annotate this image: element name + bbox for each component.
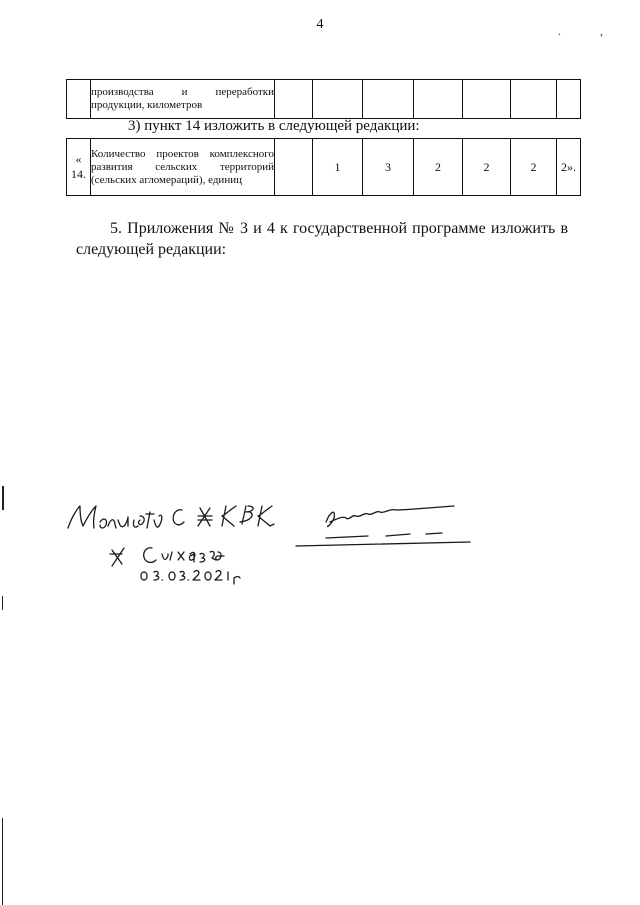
page-number: 4 [316, 17, 324, 32]
scan-margin-mark [2, 596, 3, 610]
scan-margin-mark [2, 486, 4, 510]
value-cell [275, 80, 313, 119]
value-cell [275, 139, 313, 196]
row-index: « 14. [67, 139, 91, 196]
item-5-paragraph: 5. Приложения № 3 и 4 к государственной программе изложить в следующей редакции: [76, 220, 568, 258]
value-cell: 3 [363, 139, 414, 196]
item-3-heading: 3) пункт 14 изложить в следующей редакции: [128, 118, 420, 134]
value-cell: 1 [313, 139, 363, 196]
handwritten-signature [50, 492, 490, 592]
table-row [67, 80, 581, 119]
value-cell: 2». [557, 139, 581, 196]
value-cell [363, 80, 414, 119]
value-cell [414, 80, 463, 119]
value-cell [463, 80, 511, 119]
value-cell: 2 [511, 139, 557, 196]
indicator-name: производства и переработки продукции, километров [91, 80, 275, 119]
value-cell [557, 80, 581, 119]
scan-margin-mark [2, 818, 3, 905]
indicators-table-top [66, 79, 581, 119]
table-row [67, 139, 581, 196]
value-cell [511, 80, 557, 119]
value-cell: 2 [463, 139, 511, 196]
value-cell: 2 [414, 139, 463, 196]
indicator-name: Количество проектов комплексного развития сельских территорий (сельских агломераций), единиц [91, 139, 275, 196]
row-index [67, 80, 91, 119]
scan-marks: . , [558, 24, 621, 38]
indicators-table-item-14 [66, 138, 581, 196]
value-cell [313, 80, 363, 119]
